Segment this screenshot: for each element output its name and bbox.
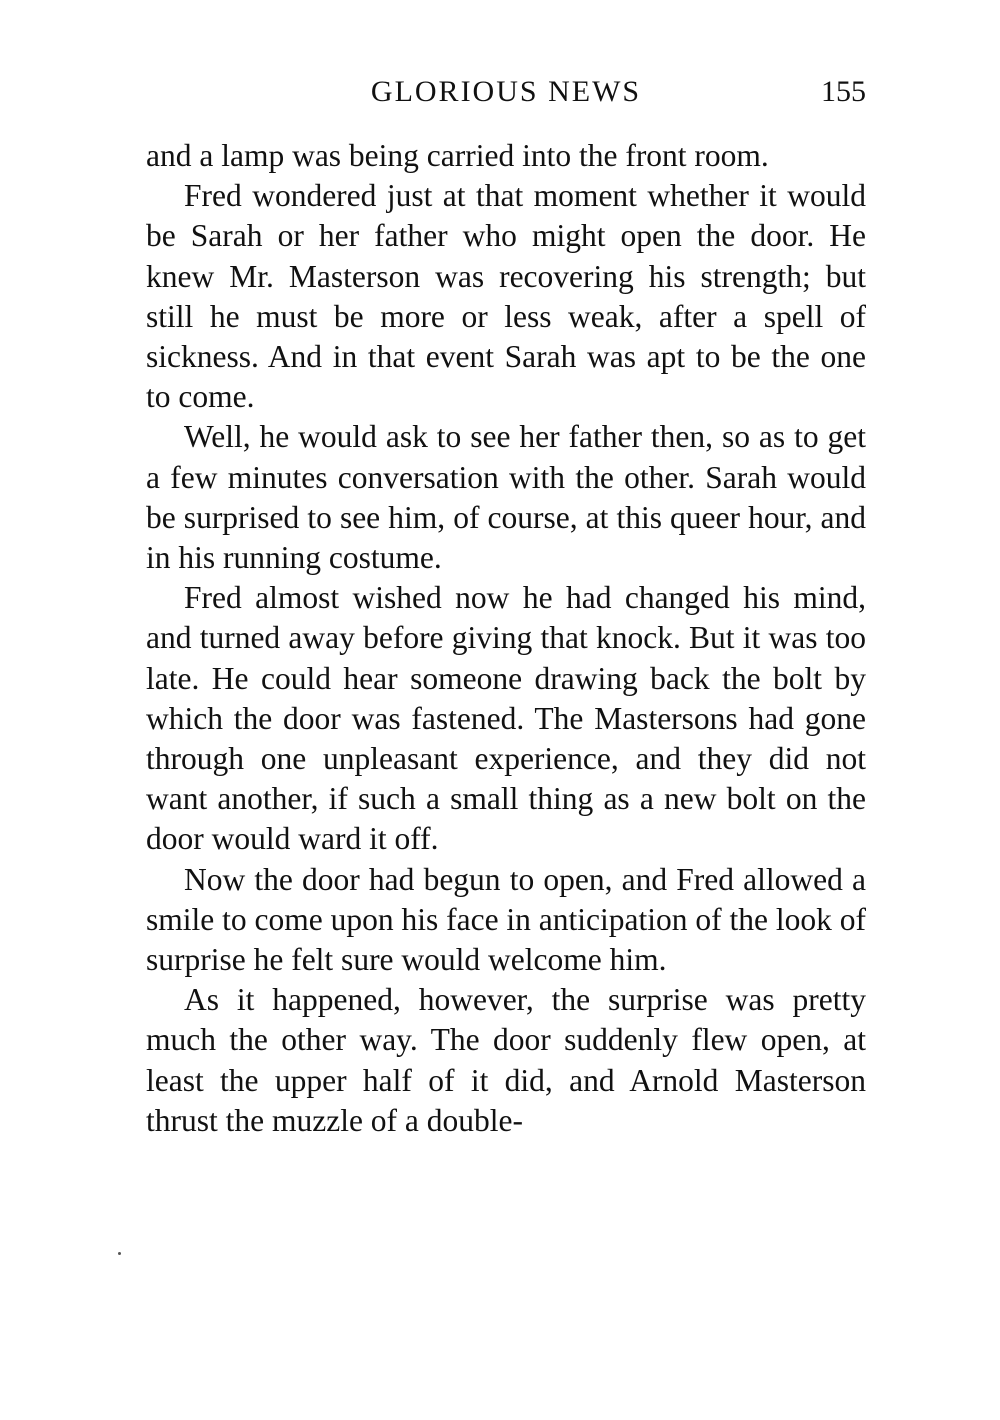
paragraph-2: Fred wondered just at that moment whether it would be Sarah or her father who might open the door. He knew Mr. Masterson was recovering his strength; but still he must be more or less weak, after a spell of sickness. And in that event Sarah was apt to be the one to come. [146, 178, 866, 415]
running-head [146, 70, 866, 120]
paragraph-6: As it happened, however, the surprise was pretty much the other way. The door suddenly flew open, at least the upper half of it did, and Arnold Masterson thrust the muzzle of a double- [146, 982, 866, 1138]
page-number: 155 [821, 75, 866, 108]
body-text [146, 136, 866, 1141]
paragraph-5: Now the door had begun to open, and Fred allowed a smile to come upon his face in anticipation of the look of surprise he felt sure would welcome him. [146, 861, 866, 978]
page-title: GLORIOUS NEWS [370, 75, 642, 108]
paragraph-3: Well, he would ask to see her father then, so as to get a few minutes conversation with the other. Sarah would be surprised to see him, of course, at this queer hour, and in his running costume. [146, 419, 866, 576]
stray-ink-mark [118, 1252, 121, 1255]
paragraph-4: Fred almost wished now he had changed his mind, and turned away before giving that knock. But it was too late. He could hear someone drawing back the bolt by which the door was fastened. The Mastersons had gone through one unpleasant experience, and they did not want another, if such a small thing as a new bolt on the door would ward it off. [146, 580, 866, 857]
paragraph-1: and a lamp was being carried into the front room. [146, 138, 769, 173]
